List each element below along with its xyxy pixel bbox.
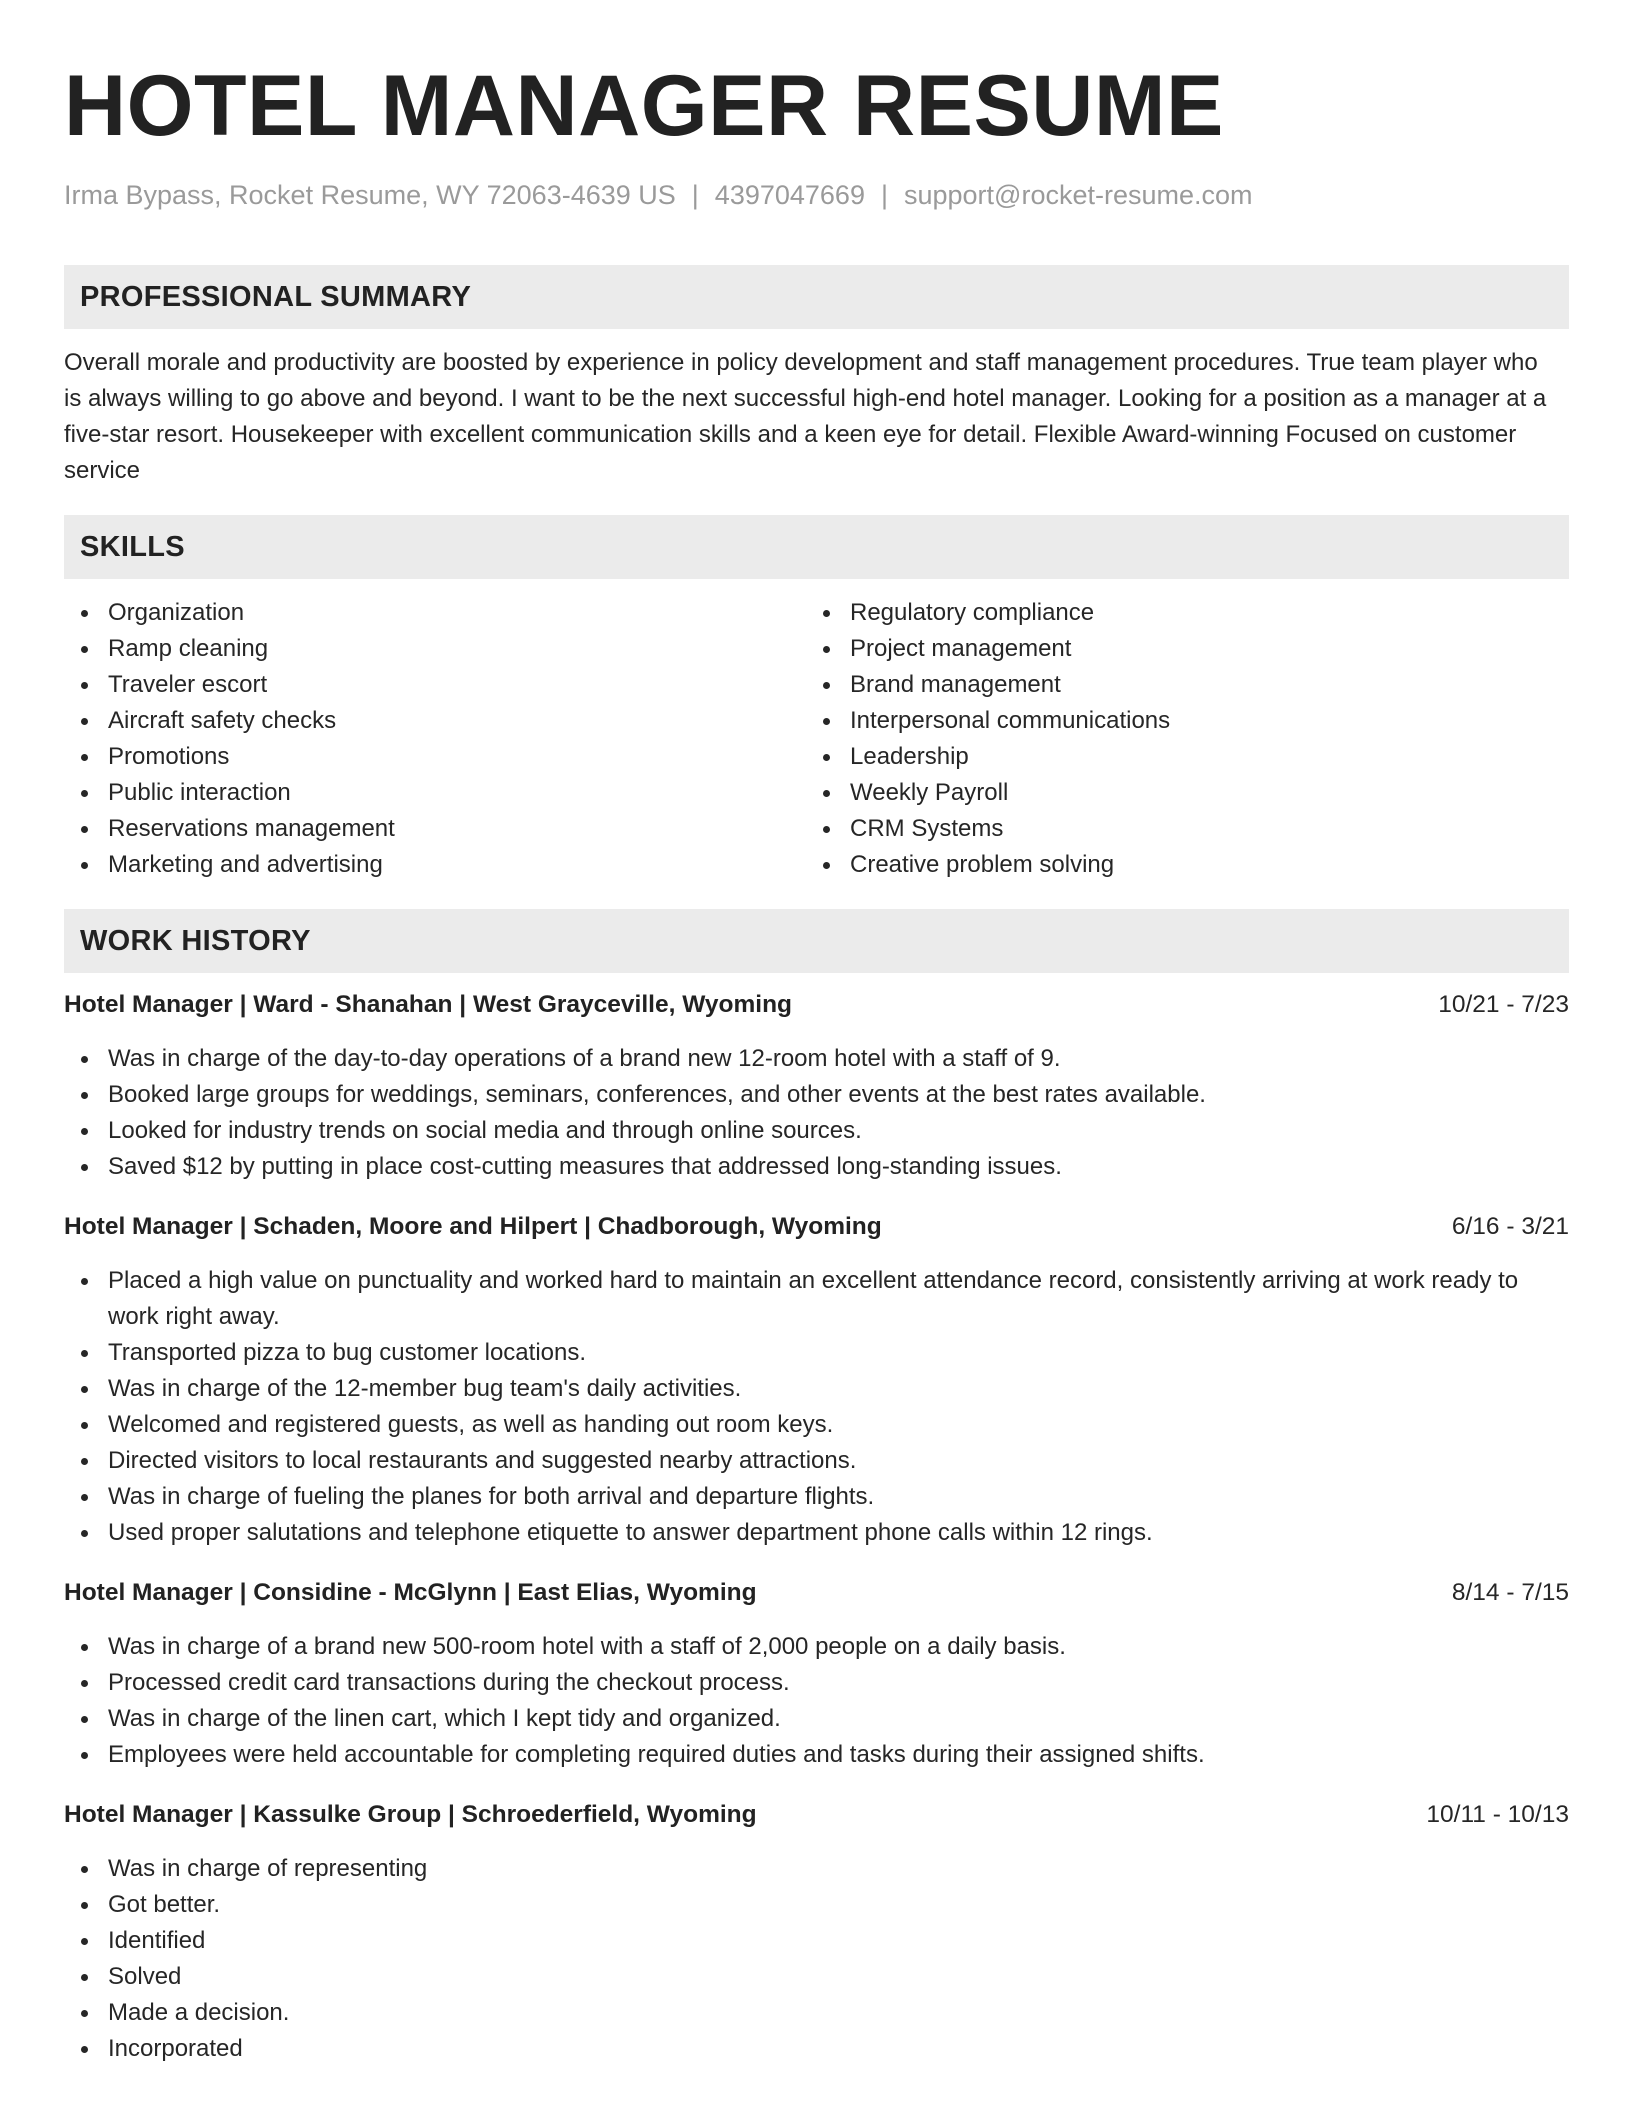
job-duty: Was in charge of the 12-member bug team's daily activities. xyxy=(64,1371,1569,1407)
job-duty: Got better. xyxy=(64,1887,1569,1923)
job-duty: Welcomed and registered guests, as well as handing out room keys. xyxy=(64,1407,1569,1443)
job-header xyxy=(64,1797,1569,1833)
skill-item: Interpersonal communications xyxy=(806,703,1566,739)
job-duty: Placed a high value on punctuality and worked hard to maintain an excellent attendance record, consistently arriving at work ready to work right away. xyxy=(64,1263,1569,1335)
job-duty: Solved xyxy=(64,1959,1569,1995)
job-duty: Incorporated xyxy=(64,2031,1569,2067)
summary-heading: PROFESSIONAL SUMMARY xyxy=(64,265,1569,329)
skill-item: Creative problem solving xyxy=(806,847,1566,883)
contact-separator: | xyxy=(691,180,699,210)
job-header xyxy=(64,987,1569,1023)
job-duties-list xyxy=(64,1629,1569,1773)
skills-columns xyxy=(64,595,1569,883)
skill-item: Marketing and advertising xyxy=(64,847,806,883)
job-entry xyxy=(64,987,1569,1185)
skill-item: Leadership xyxy=(806,739,1566,775)
skill-item: Traveler escort xyxy=(64,667,806,703)
skill-item: Aircraft safety checks xyxy=(64,703,806,739)
contact-line xyxy=(64,178,1569,212)
job-duty: Transported pizza to bug customer locations. xyxy=(64,1335,1569,1371)
work-history-heading: WORK HISTORY xyxy=(64,909,1569,973)
job-dates: 10/11 - 10/13 xyxy=(1426,1801,1569,1828)
contact-email: support@rocket-resume.com xyxy=(903,180,1253,210)
job-title: Hotel Manager | Ward - Shanahan | West Grayceville, Wyoming xyxy=(64,991,793,1018)
skills-left-list xyxy=(64,595,806,883)
skill-item: Promotions xyxy=(64,739,806,775)
skill-item: Ramp cleaning xyxy=(64,631,806,667)
job-duty: Processed credit card transactions during the checkout process. xyxy=(64,1665,1569,1701)
job-dates: 10/21 - 7/23 xyxy=(1438,991,1569,1018)
skill-item: CRM Systems xyxy=(806,811,1566,847)
job-duty: Saved $12 by putting in place cost-cutting measures that addressed long-standing issues. xyxy=(64,1149,1569,1185)
job-duty: Employees were held accountable for completing required duties and tasks during their assigned shifts. xyxy=(64,1737,1569,1773)
job-duties-list xyxy=(64,1041,1569,1185)
job-duties-list xyxy=(64,1263,1569,1551)
skill-item: Regulatory compliance xyxy=(806,595,1566,631)
job-entry xyxy=(64,1575,1569,1773)
skill-item: Organization xyxy=(64,595,806,631)
resume-title: HOTEL MANAGER RESUME xyxy=(64,58,1224,154)
contact-phone: 4397047669 xyxy=(714,180,865,210)
job-entry xyxy=(64,1797,1569,2067)
contact-address: Irma Bypass, Rocket Resume, WY 72063-4639 US xyxy=(64,180,676,210)
job-duty: Was in charge of the linen cart, which I kept tidy and organized. xyxy=(64,1701,1569,1737)
skills-right-list xyxy=(806,595,1566,883)
job-title: Hotel Manager | Schaden, Moore and Hilpert | Chadborough, Wyoming xyxy=(64,1213,882,1240)
job-title: Hotel Manager | Considine - McGlynn | East Elias, Wyoming xyxy=(64,1579,757,1606)
job-duty: Booked large groups for weddings, seminars, conferences, and other events at the best rates available. xyxy=(64,1077,1569,1113)
skill-item: Brand management xyxy=(806,667,1566,703)
skills-heading: SKILLS xyxy=(64,515,1569,579)
skill-item: Weekly Payroll xyxy=(806,775,1566,811)
summary-text: Overall morale and productivity are boosted by experience in policy development and staff management procedures. True team player who is always willing to go above and beyond. I want to be the next successful high-end hotel manager. Looking for a position as a manager at a five-star resort. Housekeeper with excellent communication skills and a keen eye for detail. Flexible Award-winning Focused on customer service xyxy=(64,349,1547,484)
job-header xyxy=(64,1575,1569,1611)
job-header xyxy=(64,1209,1569,1245)
job-dates: 6/16 - 3/21 xyxy=(1451,1213,1569,1240)
job-dates: 8/14 - 7/15 xyxy=(1451,1579,1569,1606)
skill-item: Reservations management xyxy=(64,811,806,847)
job-duty: Made a decision. xyxy=(64,1995,1569,2031)
job-title: Hotel Manager | Kassulke Group | Schroederfield, Wyoming xyxy=(64,1801,757,1828)
job-entry xyxy=(64,1209,1569,1551)
job-duty: Directed visitors to local restaurants and suggested nearby attractions. xyxy=(64,1443,1569,1479)
job-duty: Looked for industry trends on social media and through online sources. xyxy=(64,1113,1569,1149)
job-duty: Used proper salutations and telephone etiquette to answer department phone calls within 12 rings. xyxy=(64,1515,1569,1551)
job-duties-list xyxy=(64,1851,1569,2067)
skill-item: Project management xyxy=(806,631,1566,667)
job-duty: Was in charge of representing xyxy=(64,1851,1569,1887)
job-duty: Was in charge of a brand new 500-room hotel with a staff of 2,000 people on a daily basis. xyxy=(64,1629,1569,1665)
contact-separator: | xyxy=(880,180,888,210)
job-duty: Identified xyxy=(64,1923,1569,1959)
job-duty: Was in charge of the day-to-day operations of a brand new 12-room hotel with a staff of 9. xyxy=(64,1041,1569,1077)
job-duty: Was in charge of fueling the planes for both arrival and departure flights. xyxy=(64,1479,1569,1515)
skill-item: Public interaction xyxy=(64,775,806,811)
